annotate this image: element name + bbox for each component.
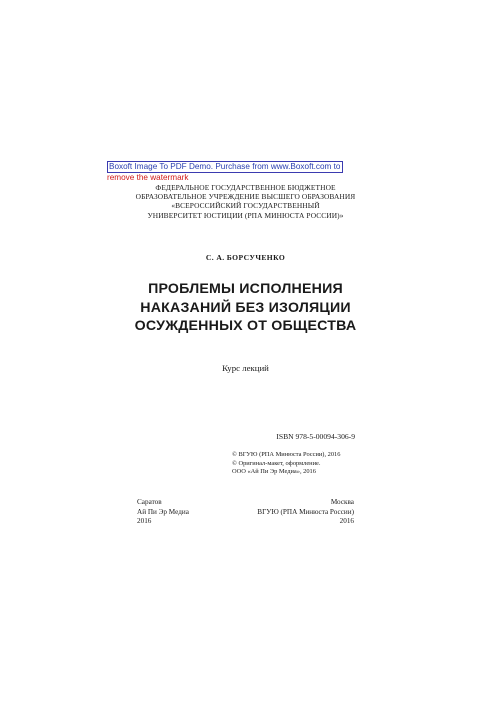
demo-watermark bbox=[107, 161, 343, 183]
imprint-publisher: Ай Пи Эр Медиа bbox=[137, 507, 189, 516]
copyright-line: ООО «Ай Пи Эр Медиа», 2016 bbox=[232, 468, 316, 476]
title-line: ОСУЖДЕННЫХ ОТ ОБЩЕСТВА bbox=[134, 318, 357, 334]
copyright-line: © ВГУЮ (РПА Минюста России), 2016 bbox=[232, 451, 341, 458]
imprint-right bbox=[257, 498, 354, 527]
watermark-line-1: Boxoft Image To PDF Demo. Purchase from www.Boxoft.com to bbox=[107, 161, 343, 173]
institution-line: ФЕДЕРАЛЬНОЕ ГОСУДАРСТВЕННОЕ БЮДЖЕТНОЕ bbox=[155, 183, 336, 192]
copyright-line: © Оригинал-макет, оформление. bbox=[232, 459, 321, 467]
imprint-city: Москва bbox=[330, 498, 354, 506]
watermark-line-2: remove the watermark bbox=[107, 173, 189, 182]
book-title bbox=[0, 280, 491, 336]
isbn-number: ISBN 978-5-00094-306-9 bbox=[276, 432, 355, 441]
imprint-year: 2016 bbox=[137, 517, 152, 526]
imprint-year: 2016 bbox=[339, 517, 354, 526]
title-line: НАКАЗАНИЙ БЕЗ ИЗОЛЯЦИИ bbox=[140, 299, 351, 316]
copyright-block bbox=[232, 451, 340, 477]
institution-name bbox=[0, 183, 491, 220]
title-line: ПРОБЛЕМЫ ИСПОЛНЕНИЯ bbox=[148, 281, 343, 297]
institution-line: УНИВЕРСИТЕТ ЮСТИЦИИ (РПА МИНЮСТА РОССИИ)» bbox=[147, 210, 344, 220]
imprint-left bbox=[137, 498, 189, 527]
imprint-city: Саратов bbox=[137, 498, 162, 506]
institution-line: «ВСЕРОССИЙСКИЙ ГОСУДАРСТВЕННЫЙ bbox=[171, 201, 320, 211]
author-name: С. А. БОРСУЧЕНКО bbox=[205, 253, 286, 262]
institution-line: ОБРАЗОВАТЕЛЬНОЕ УЧРЕЖДЕНИЕ ВЫСШЕГО ОБРАЗОВАНИЯ bbox=[135, 192, 356, 202]
book-genre: Курс лекций bbox=[222, 363, 269, 373]
imprint-publisher: ВГУЮ (РПА Минюста России) bbox=[257, 507, 354, 516]
